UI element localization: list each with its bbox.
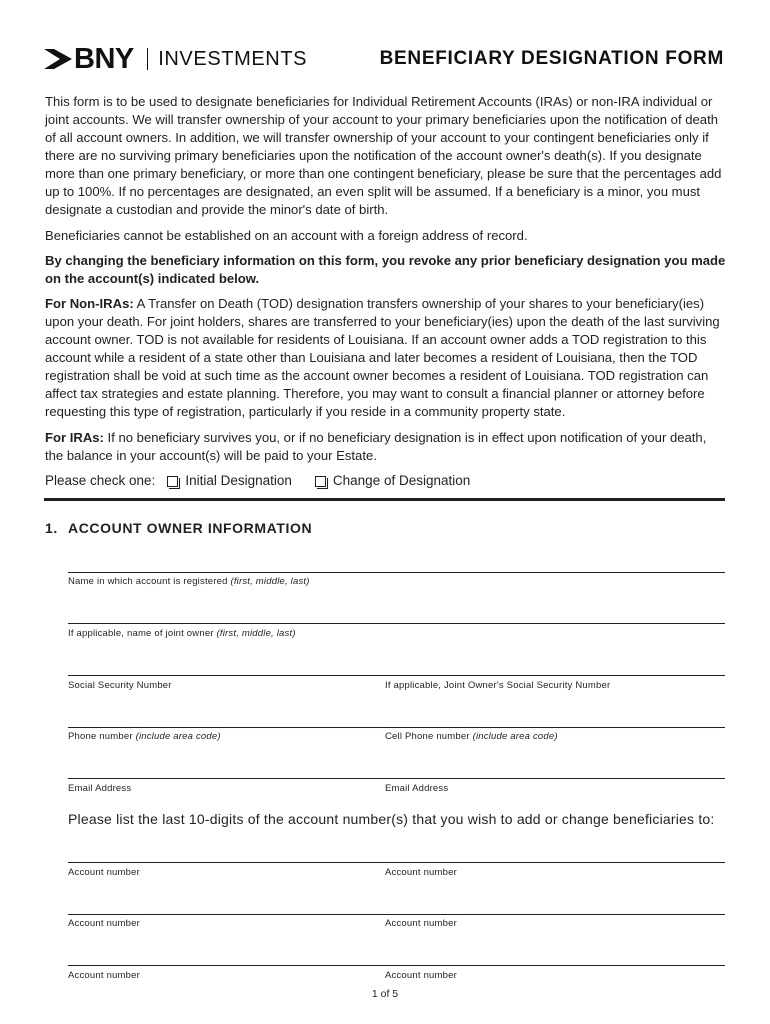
- section-1-heading: [45, 519, 312, 537]
- ira-label: For IRAs:: [45, 430, 104, 445]
- joint-ssn-label: If applicable, Joint Owner's Social Security Number: [385, 680, 611, 691]
- account-number-line-3: [68, 965, 725, 966]
- foreign-address-note: Beneficiaries cannot be established on an account with a foreign address of record.: [45, 228, 528, 243]
- joint-owner-name-label: If applicable, name of joint owner (first, middle, last): [68, 628, 296, 639]
- account-numbers-prompt: Please list the last 10-digits of the account number(s) that you wish to add or change beneficiaries to:: [68, 811, 715, 827]
- account-number-label: Account number: [385, 970, 457, 981]
- non-ira-text: A Transfer on Death (TOD) designation transfers ownership of your shares to your beneficiary(ies) upon your death. For joint holders, shares are transferred to your beneficiary(ies) upon the death of the last surviving account owner. TOD is not available for residents of Louisiana. If an account owner adds a TOD registration to this account while a resident of a state other than Louisiana and later becomes a resident of Louisiana, then the TOD registration shall be void at such time as the account owner becomes a resident of Louisiana. TOD registration can affect tax strategies and estate planning. Therefore, you may want to consult a financial planner or attorney before requesting this type of registration, particularly if you reside in a community property state.: [45, 296, 720, 419]
- email-label: Email Address: [68, 783, 132, 794]
- intro-paragraph: This form is to be used to designate beneficiaries for Individual Retirement Accounts (IRAs) or non-IRA individual or joint accounts. We will transfer ownership of your account to your primary beneficiaries upon the notification of death of all account owners. In addition, we will transfer ownership of your account to your contingent beneficiaries only if there are no surviving primary beneficiaries upon the notification of the account owner's death(s). If you designate more than one primary beneficiary, or more than one contingent beneficiary, please be sure that the percentages add up to 100%. If no percentages are designated, an even split will be assumed. If a beneficiary is a minor, you must designate a custodian and provide the minor's date of birth.: [45, 94, 722, 217]
- phone-label: Phone number (include area code): [68, 731, 221, 742]
- brand-name: BNY: [74, 43, 134, 75]
- non-ira-label: For Non-IRAs:: [45, 296, 134, 311]
- phone-input-row[interactable]: [68, 705, 729, 727]
- email-line: [68, 778, 725, 779]
- change-designation-label: Change of Designation: [332, 473, 471, 488]
- section-title: ACCOUNT OWNER INFORMATION: [68, 520, 313, 536]
- ssn-line: [68, 675, 725, 676]
- initial-designation-checkbox[interactable]: [167, 476, 178, 487]
- joint-owner-name-input[interactable]: [68, 601, 727, 623]
- joint-owner-name-line: [68, 623, 725, 624]
- form-title: BENEFICIARY DESIGNATION FORM: [379, 48, 724, 69]
- initial-designation-label: Initial Designation: [185, 473, 292, 488]
- brand-subtitle: INVESTMENTS: [158, 48, 308, 70]
- account-number-line-1: [68, 862, 725, 863]
- check-prompt: Please check one:: [45, 473, 156, 488]
- account-name-input[interactable]: [68, 550, 727, 572]
- section-number: 1.: [45, 520, 58, 536]
- brand-logo: [44, 44, 307, 74]
- email-input-row[interactable]: [68, 756, 729, 778]
- account-number-row-1-input[interactable]: [68, 840, 729, 862]
- cell-phone-label: Cell Phone number (include area code): [385, 731, 558, 742]
- account-name-label: Name in which account is registered (first, middle, last): [68, 576, 310, 587]
- ssn-input-row[interactable]: [68, 653, 729, 675]
- revocation-notice: By changing the beneficiary information on this form, you revoke any prior beneficiary designation you made on the account(s) indicated below.: [45, 253, 726, 286]
- change-designation-checkbox[interactable]: [315, 476, 326, 487]
- designation-type-row: [45, 472, 470, 490]
- ssn-label: Social Security Number: [68, 680, 172, 691]
- account-name-line: [68, 572, 725, 573]
- account-number-label: Account number: [68, 970, 140, 981]
- change-designation-option[interactable]: [315, 472, 470, 490]
- account-number-label: Account number: [68, 918, 140, 929]
- account-number-line-2: [68, 914, 725, 915]
- non-ira-paragraph: [45, 295, 727, 421]
- ira-paragraph: [45, 429, 727, 465]
- brand-divider: [147, 48, 149, 70]
- chevron-logo-icon: [44, 49, 72, 69]
- page-number: 1 of 5: [371, 988, 399, 1000]
- account-number-label: Account number: [385, 918, 457, 929]
- account-number-row-2-input[interactable]: [68, 892, 729, 914]
- account-number-label: Account number: [385, 867, 457, 878]
- ira-text: If no beneficiary survives you, or if no beneficiary designation is in effect upon notification of your death, the balance in your account(s) will be paid to your Estate.: [45, 430, 707, 463]
- account-number-label: Account number: [68, 867, 140, 878]
- phone-line: [68, 727, 725, 728]
- account-number-row-3-input[interactable]: [68, 943, 729, 965]
- initial-designation-option[interactable]: [167, 472, 292, 490]
- section-divider: [44, 498, 725, 501]
- joint-email-label: Email Address: [385, 783, 449, 794]
